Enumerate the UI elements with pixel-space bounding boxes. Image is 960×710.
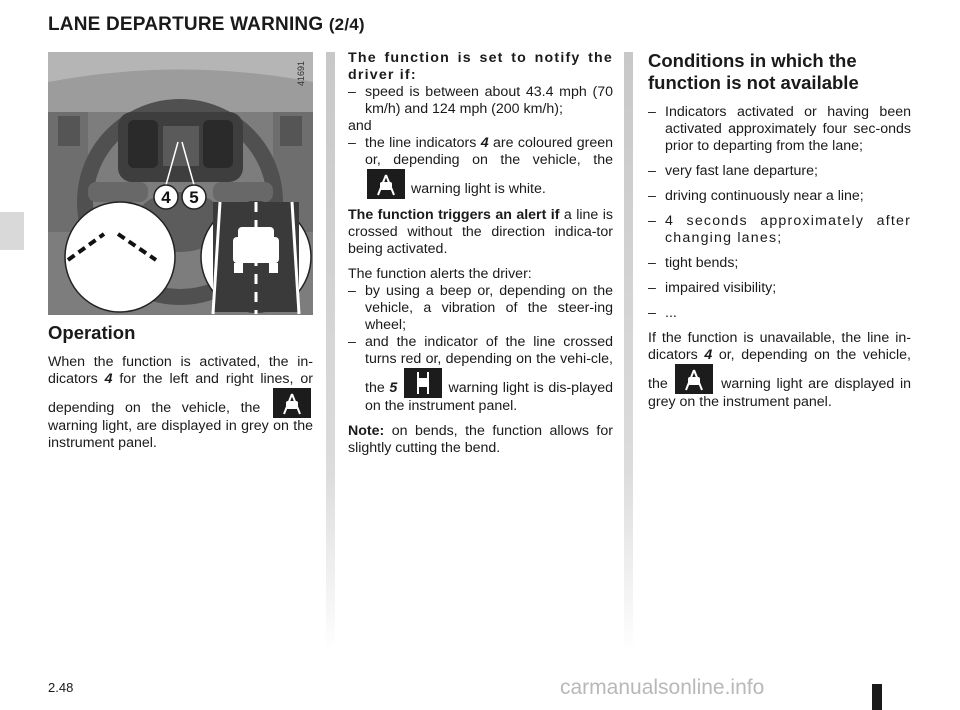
text-run: by using a beep or, depending on the vehicle, a vibration of the steer-ing wheel; [365,283,613,333]
text-run: on bends, the function allows for slightly cutting the bend. [348,423,613,456]
text-run: are coloured green or, depending on the vehicle, the [365,135,614,168]
list-item: – driving continuously near a line; [648,188,864,204]
text-run: warning light is dis-played on the instrument panel. [365,380,613,414]
list-item: – very fast lane departure; [648,163,818,179]
unavailable-paragraph [648,330,911,411]
dashboard-drawing [48,52,313,315]
page-title-text: LANE DEPARTURE WARNING [48,14,324,35]
text-run: the line indicators [365,135,481,151]
text-run: warning light is white. [407,181,546,197]
note-label: Note: [348,423,385,439]
callout-4-label: 4 [161,188,171,207]
notify-condition-lines: – the line indicators 4 are coloured green or, depending on the vehicle, the warning light is white. [348,135,614,197]
list-item: – impaired visibility; [648,280,777,296]
text-run: for the left and right lines, or depending on the vehicle, the [48,371,313,416]
lane-departure-warning-icon [273,388,311,418]
page-number: 2.48 [48,680,74,695]
note-paragraph [348,423,613,457]
indicator-number: 4 [480,135,489,151]
not-available-heading: Conditions in which the function is not available [648,50,859,93]
page-corner-mark [872,684,882,710]
notify-and: and [348,118,372,134]
indicator-number: 4 [704,347,713,363]
notify-condition-speed: – speed is between about 43.4 mph (70 km/h) and 124 mph (200 km/h); [348,84,613,117]
lane-departure-warning-icon [367,169,405,199]
text-run: If the function is unavailable, the line in-dicators [648,330,911,363]
text-run: speed is between about 43.4 mph (70 km/h) and 124 mph (200 km/h); [365,84,613,117]
page-title-suffix: (2/4) [328,15,365,34]
text-run: warning light, are displayed in grey on the instrument panel. [48,418,313,451]
text-run: a line is crossed without the direction indica-tor being activated. [348,207,613,257]
lane-departure-alert-icon [404,368,442,398]
indicator-number: 4 [104,371,113,387]
column-separator [624,52,633,652]
text-run: or, depending on the vehicle, the [648,347,911,392]
column-not-available [648,50,911,419]
text-run: and the indicator of the line crossed turns red or, depending on the vehi-cle, the [365,334,613,396]
figure-code: 41691 [296,60,306,86]
alert-item-beep: – by using a beep or, depending on the vehicle, a vibration of the steer-ing wheel; [348,283,613,333]
column-conditions-notify [348,50,613,465]
page-title [48,14,365,36]
trigger-paragraph [348,207,613,258]
list-item: – tight bends; [648,255,739,271]
indicator-number: 5 [389,380,398,396]
notify-intro: The function is set to notify the driver if: [348,50,613,83]
list-item: – Indicators activated or having been activated approximately four sec-onds prior to departing from the lane; [648,104,911,154]
alerts-intro: The function alerts the driver: [348,266,532,282]
chapter-tab [0,212,24,250]
list-item: – ... [648,305,677,321]
callout-5-label: 5 [189,188,199,207]
column-separator [326,52,335,652]
trigger-label: The function triggers an alert if [348,207,560,223]
text-run: When the function is activated, the in-dicators [48,354,313,387]
operation-paragraph [48,354,313,452]
list-item: – 4 seconds approximately after changing lanes; [648,213,911,246]
not-available-list [648,104,911,322]
dashboard-illustration [48,52,313,315]
text-run: warning light are displayed in grey on the instrument panel. [648,376,911,410]
watermark: carmanualsonline.info [560,676,765,699]
lane-departure-warning-icon [675,364,713,394]
column-operation [48,322,313,460]
alert-item-indicator: – and the indicator of the line crossed turns red or, depending on the vehi-cle, the 5 warning light is dis-played on the instrument panel. [348,334,613,414]
operation-heading: Operation [48,322,136,343]
